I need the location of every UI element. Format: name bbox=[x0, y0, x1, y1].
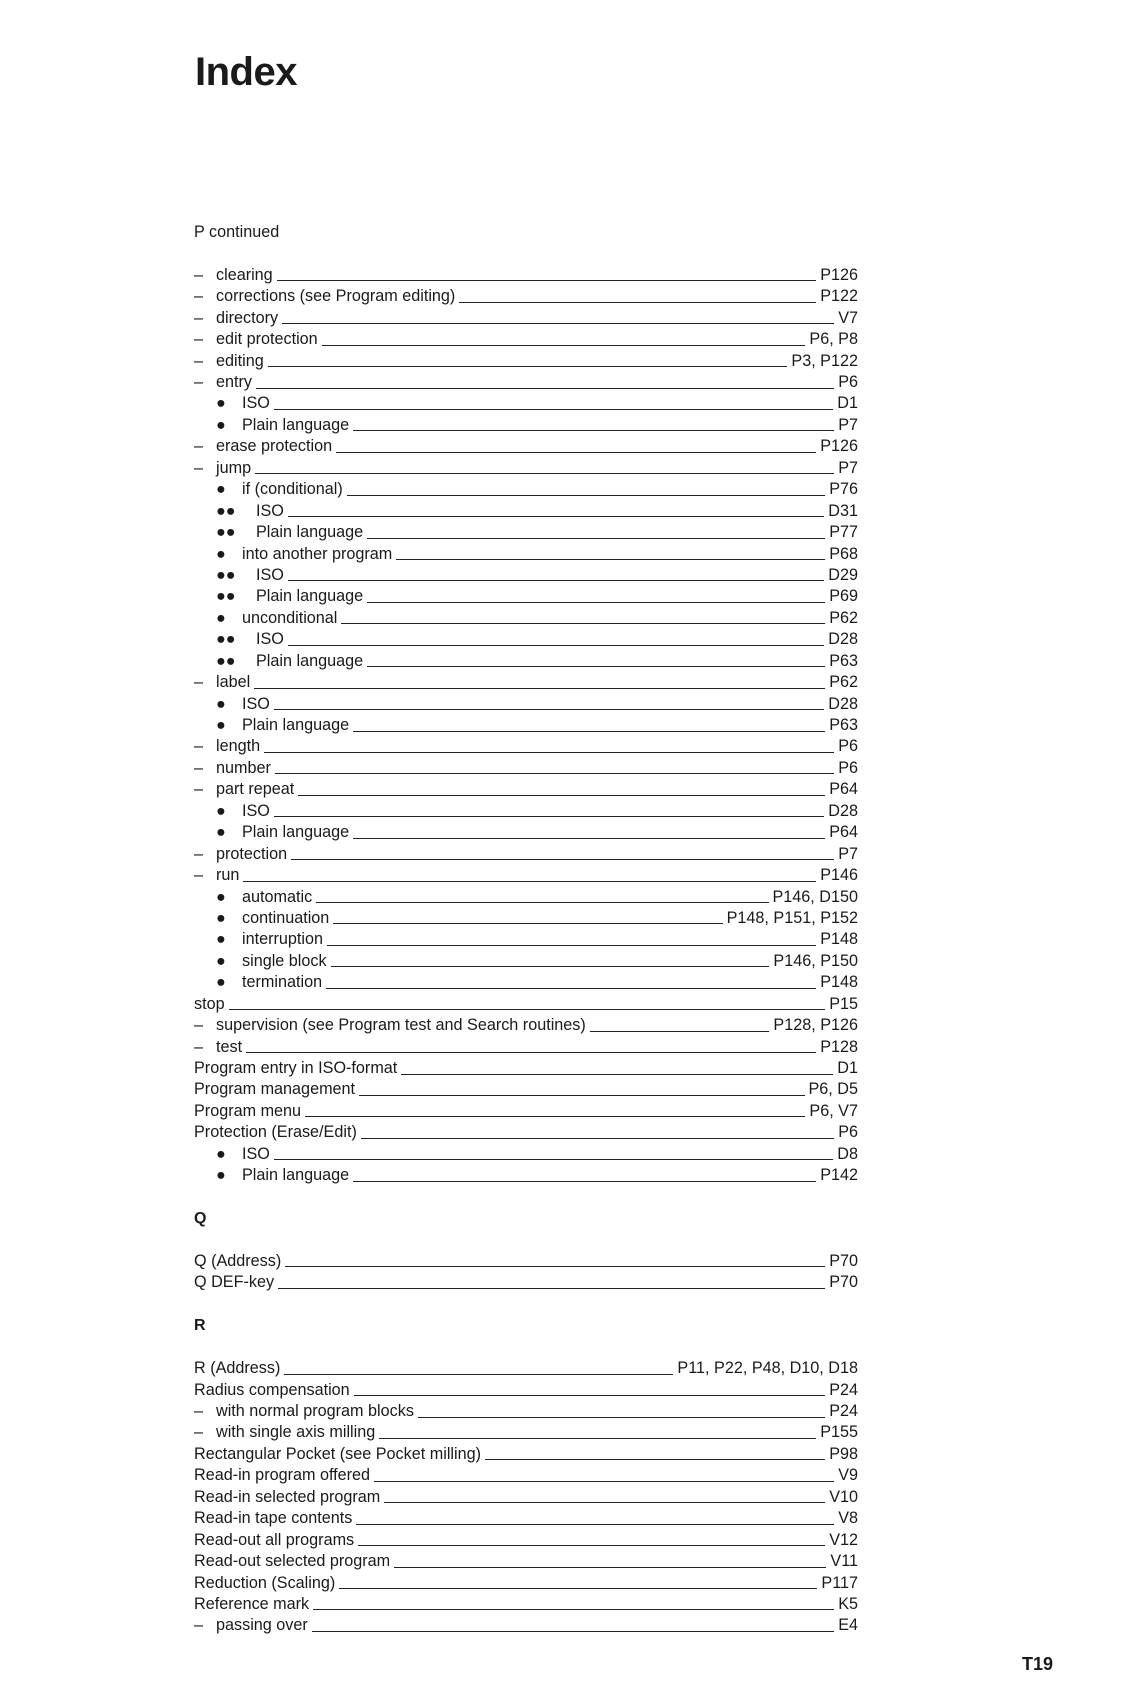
entry-term: Program management bbox=[194, 1080, 356, 1099]
index-entry bbox=[194, 1272, 858, 1293]
entry-term: Plain language bbox=[242, 823, 350, 842]
leader-line bbox=[282, 323, 834, 324]
spacer bbox=[194, 1187, 858, 1208]
index-entry bbox=[194, 1615, 858, 1636]
dash-marker: – bbox=[194, 373, 204, 392]
leader-line bbox=[333, 923, 722, 924]
dash-marker: – bbox=[194, 308, 204, 327]
page-reference: P7 bbox=[838, 844, 858, 863]
leader-line bbox=[590, 1031, 770, 1032]
leader-line bbox=[353, 1181, 816, 1182]
entry-term: directory bbox=[216, 308, 279, 327]
index-entry bbox=[194, 972, 858, 993]
page-reference: D28 bbox=[828, 630, 858, 649]
dash-marker: – bbox=[194, 1616, 204, 1635]
page-reference: P63 bbox=[829, 716, 858, 735]
entry-term: continuation bbox=[242, 908, 330, 927]
leader-line bbox=[229, 1009, 826, 1010]
index-entry bbox=[194, 1015, 858, 1036]
entry-term: Reference mark bbox=[194, 1594, 310, 1613]
page-reference: D28 bbox=[828, 801, 858, 820]
entry-term: length bbox=[216, 737, 261, 756]
index-entry bbox=[194, 801, 858, 822]
leader-line bbox=[288, 580, 824, 581]
leader-line bbox=[278, 1288, 825, 1289]
page-reference: P128, P126 bbox=[773, 1016, 858, 1035]
index-entry bbox=[194, 865, 858, 886]
bullet-icon: ● bbox=[216, 801, 226, 820]
index-entry bbox=[194, 415, 858, 436]
entry-term: Read-in program offered bbox=[194, 1466, 371, 1485]
bullet-icon: ● bbox=[216, 973, 226, 992]
page-reference: P68 bbox=[829, 544, 858, 563]
bullet-icon: ● bbox=[216, 930, 226, 949]
bullet-icon: ● bbox=[216, 908, 226, 927]
index-entry bbox=[194, 1080, 858, 1101]
entry-term: R (Address) bbox=[194, 1359, 281, 1378]
index-entry bbox=[194, 908, 858, 929]
dash-marker: – bbox=[194, 287, 204, 306]
dash-marker: – bbox=[194, 1423, 204, 1442]
bullet-icon: ● bbox=[216, 887, 226, 906]
entry-term: corrections (see Program editing) bbox=[216, 287, 456, 306]
index-entry bbox=[194, 929, 858, 950]
page-reference: P146, P150 bbox=[773, 951, 858, 970]
entry-term: part repeat bbox=[216, 780, 295, 799]
entry-term: number bbox=[216, 758, 271, 777]
page-reference: D31 bbox=[828, 501, 858, 520]
leader-line bbox=[288, 645, 824, 646]
entry-term: ISO bbox=[256, 630, 284, 649]
page-number: T19 bbox=[1021, 1654, 1053, 1674]
leader-line bbox=[327, 945, 816, 946]
entry-term: ISO bbox=[242, 801, 270, 820]
continued-label bbox=[194, 222, 858, 243]
index-entry bbox=[194, 1487, 858, 1508]
leader-line bbox=[331, 966, 770, 967]
entry-term: termination bbox=[242, 973, 323, 992]
index-entry bbox=[194, 586, 858, 607]
leader-line bbox=[359, 1095, 804, 1096]
index-entry bbox=[194, 1165, 858, 1186]
continued-text: P continued bbox=[194, 222, 280, 241]
page-reference: P126 bbox=[820, 437, 858, 456]
page-reference: P7 bbox=[838, 415, 858, 434]
index-entry bbox=[194, 265, 858, 286]
spacer bbox=[194, 243, 858, 264]
index-entry bbox=[194, 779, 858, 800]
index-entry bbox=[194, 458, 858, 479]
dash-marker: – bbox=[194, 265, 204, 284]
bullet-icon: ● bbox=[216, 415, 226, 434]
bullet-icon: ● bbox=[216, 1166, 226, 1185]
leader-line bbox=[264, 752, 834, 753]
index-entry bbox=[194, 1508, 858, 1529]
entry-term: Plain language bbox=[256, 587, 364, 606]
dash-marker: – bbox=[194, 737, 204, 756]
leader-line bbox=[341, 623, 825, 624]
entry-term: with normal program blocks bbox=[216, 1402, 414, 1421]
entry-term: jump bbox=[216, 458, 252, 477]
leader-line bbox=[288, 516, 824, 517]
page-reference: P11, P22, P48, D10, D18 bbox=[677, 1359, 858, 1378]
page-reference: D8 bbox=[837, 1144, 858, 1163]
page-reference: P6 bbox=[838, 1123, 858, 1142]
index-entry bbox=[194, 1144, 858, 1165]
double-bullet-icon: ●● bbox=[216, 651, 236, 670]
leader-line bbox=[358, 1545, 825, 1546]
leader-line bbox=[274, 709, 824, 710]
leader-line bbox=[298, 795, 825, 796]
index-entry bbox=[194, 694, 858, 715]
double-bullet-icon: ●● bbox=[216, 565, 236, 584]
page-reference: P63 bbox=[829, 651, 858, 670]
index-entry bbox=[194, 1401, 858, 1422]
entry-term: interruption bbox=[242, 930, 323, 949]
entry-term: with single axis milling bbox=[216, 1423, 376, 1442]
bullet-icon: ● bbox=[216, 544, 226, 563]
page-reference: P70 bbox=[829, 1273, 858, 1292]
leader-line bbox=[367, 538, 825, 539]
dash-marker: – bbox=[194, 351, 204, 370]
index-entry bbox=[194, 1573, 858, 1594]
index-entry bbox=[194, 1594, 858, 1615]
section-heading bbox=[194, 1315, 858, 1336]
index-entry bbox=[194, 1058, 858, 1079]
entry-term: ISO bbox=[242, 1144, 270, 1163]
entry-term: Plain language bbox=[242, 1166, 350, 1185]
entry-term: edit protection bbox=[216, 330, 318, 349]
page-reference: P126 bbox=[820, 265, 858, 284]
entry-term: Program menu bbox=[194, 1101, 302, 1120]
page-reference: P155 bbox=[820, 1423, 858, 1442]
index-entry bbox=[194, 1444, 858, 1465]
entry-term: supervision (see Program test and Search routines) bbox=[216, 1016, 586, 1035]
leader-line bbox=[254, 688, 825, 689]
entry-term: Read-out all programs bbox=[194, 1530, 355, 1549]
entry-term: Plain language bbox=[242, 716, 350, 735]
page-reference: P6 bbox=[838, 373, 858, 392]
page-reference: K5 bbox=[838, 1594, 858, 1613]
entry-term: clearing bbox=[216, 265, 273, 284]
page-reference: P98 bbox=[829, 1444, 858, 1463]
dash-marker: – bbox=[194, 1402, 204, 1421]
leader-line bbox=[305, 1116, 805, 1117]
index-entry bbox=[194, 844, 858, 865]
leader-line bbox=[353, 430, 834, 431]
section-letter: Q bbox=[194, 1210, 207, 1228]
double-bullet-icon: ●● bbox=[216, 630, 236, 649]
page-reference: V11 bbox=[830, 1552, 858, 1571]
index-entry bbox=[194, 544, 858, 565]
index-entry bbox=[194, 501, 858, 522]
leader-line bbox=[291, 859, 834, 860]
index-entry bbox=[194, 522, 858, 543]
bullet-icon: ● bbox=[216, 951, 226, 970]
index-entry bbox=[194, 436, 858, 457]
entry-term: ISO bbox=[242, 694, 270, 713]
leader-line bbox=[277, 280, 816, 281]
page-reference: P6 bbox=[838, 737, 858, 756]
leader-line bbox=[418, 1417, 825, 1418]
page-reference: P122 bbox=[820, 287, 858, 306]
leader-line bbox=[336, 452, 816, 453]
entry-term: Plain language bbox=[242, 415, 350, 434]
dash-marker: – bbox=[194, 780, 204, 799]
dash-marker: – bbox=[194, 437, 204, 456]
entry-term: Read-in selected program bbox=[194, 1487, 381, 1506]
index-entry bbox=[194, 629, 858, 650]
index-entry bbox=[194, 1101, 858, 1122]
entry-term: Protection (Erase/Edit) bbox=[194, 1123, 357, 1142]
leader-line bbox=[394, 1567, 826, 1568]
leader-line bbox=[361, 1138, 834, 1139]
index-entry bbox=[194, 565, 858, 586]
page-reference: V10 bbox=[829, 1487, 858, 1506]
page-reference: P6, P8 bbox=[809, 330, 858, 349]
bullet-icon: ● bbox=[216, 608, 226, 627]
page-reference: P69 bbox=[829, 587, 858, 606]
leader-line bbox=[322, 345, 806, 346]
bullet-icon: ● bbox=[216, 1144, 226, 1163]
page-reference: P6, D5 bbox=[808, 1080, 858, 1099]
index-entry bbox=[194, 1122, 858, 1143]
leader-line bbox=[354, 1395, 826, 1396]
leader-line bbox=[312, 1631, 834, 1632]
page-reference: P64 bbox=[829, 823, 858, 842]
dash-marker: – bbox=[194, 673, 204, 692]
page-reference: D29 bbox=[828, 565, 858, 584]
entry-term: ISO bbox=[256, 501, 284, 520]
page-reference: P76 bbox=[829, 480, 858, 499]
index-entry bbox=[194, 1465, 858, 1486]
page-reference: V8 bbox=[838, 1509, 858, 1528]
dash-marker: – bbox=[194, 866, 204, 885]
leader-line bbox=[268, 366, 788, 367]
page-reference: D28 bbox=[828, 694, 858, 713]
entry-term: erase protection bbox=[216, 437, 333, 456]
entry-term: Q DEF-key bbox=[194, 1273, 275, 1292]
page-reference: P117 bbox=[821, 1573, 858, 1592]
page-reference: P64 bbox=[829, 780, 858, 799]
leader-line bbox=[274, 1159, 833, 1160]
leader-line bbox=[339, 1588, 817, 1589]
leader-line bbox=[246, 1052, 816, 1053]
entry-term: label bbox=[216, 673, 251, 692]
entry-term: Program entry in ISO-format bbox=[194, 1059, 398, 1078]
spacer bbox=[194, 1337, 858, 1358]
entry-term: ISO bbox=[256, 565, 284, 584]
page-reference: P148 bbox=[820, 930, 858, 949]
leader-line bbox=[243, 881, 816, 882]
leader-line bbox=[284, 1374, 673, 1375]
leader-line bbox=[256, 388, 834, 389]
page-reference: P7 bbox=[838, 458, 858, 477]
entry-term: Rectangular Pocket (see Pocket milling) bbox=[194, 1444, 482, 1463]
page-reference: P15 bbox=[829, 994, 858, 1013]
double-bullet-icon: ●● bbox=[216, 501, 236, 520]
page-reference: V7 bbox=[838, 308, 858, 327]
entry-term: entry bbox=[216, 373, 252, 392]
leader-line bbox=[367, 666, 825, 667]
dash-marker: – bbox=[194, 458, 204, 477]
page-reference: P62 bbox=[829, 608, 858, 627]
leader-line bbox=[353, 731, 825, 732]
index-entry bbox=[194, 715, 858, 736]
bullet-icon: ● bbox=[216, 480, 226, 499]
section-heading bbox=[194, 1208, 858, 1229]
page-reference: P24 bbox=[829, 1402, 858, 1421]
page-reference: D1 bbox=[837, 394, 858, 413]
index-entry bbox=[194, 994, 858, 1015]
index-entry bbox=[194, 1551, 858, 1572]
leader-line bbox=[326, 988, 816, 989]
page-reference: P70 bbox=[829, 1251, 858, 1270]
page-reference: P146, D150 bbox=[772, 887, 858, 906]
leader-line bbox=[459, 302, 816, 303]
index-entry bbox=[194, 1423, 858, 1444]
index-entry bbox=[194, 608, 858, 629]
entry-term: Read-out selected program bbox=[194, 1552, 391, 1571]
page-reference: P148, P151, P152 bbox=[726, 908, 858, 927]
page-reference: V9 bbox=[838, 1466, 858, 1485]
bullet-icon: ● bbox=[216, 394, 226, 413]
entry-term: single block bbox=[242, 951, 327, 970]
entry-term: Read-in tape contents bbox=[194, 1509, 353, 1528]
index-entry bbox=[194, 308, 858, 329]
bullet-icon: ● bbox=[216, 823, 226, 842]
index-entry bbox=[194, 822, 858, 843]
index-entry bbox=[194, 479, 858, 500]
leader-line bbox=[285, 1266, 825, 1267]
index-entry bbox=[194, 651, 858, 672]
page-reference: P3, P122 bbox=[791, 351, 858, 370]
entry-term: test bbox=[216, 1037, 243, 1056]
page-reference: D1 bbox=[837, 1059, 858, 1078]
page-reference: P128 bbox=[820, 1037, 858, 1056]
leader-line bbox=[384, 1502, 825, 1503]
leader-line bbox=[401, 1074, 833, 1075]
index-entry bbox=[194, 1251, 858, 1272]
entry-term: if (conditional) bbox=[242, 480, 343, 499]
entry-term: protection bbox=[216, 844, 288, 863]
index-entry bbox=[194, 286, 858, 307]
index-entry bbox=[194, 1380, 858, 1401]
leader-line bbox=[347, 495, 825, 496]
leader-line bbox=[313, 1609, 834, 1610]
spacer bbox=[194, 1230, 858, 1251]
leader-line bbox=[485, 1459, 825, 1460]
page-reference: E4 bbox=[838, 1616, 858, 1635]
dash-marker: – bbox=[194, 844, 204, 863]
entry-term: passing over bbox=[216, 1616, 308, 1635]
index-entry bbox=[194, 394, 858, 415]
entry-term: Reduction (Scaling) bbox=[194, 1573, 336, 1592]
page-reference: P6 bbox=[838, 758, 858, 777]
index-entry bbox=[194, 951, 858, 972]
index-entry bbox=[194, 1037, 858, 1058]
index-entry bbox=[194, 737, 858, 758]
entry-term: run bbox=[216, 866, 240, 885]
page-reference: V12 bbox=[829, 1530, 858, 1549]
leader-line bbox=[379, 1438, 816, 1439]
index-entry bbox=[194, 672, 858, 693]
page-reference: P142 bbox=[820, 1166, 858, 1185]
index-entry bbox=[194, 758, 858, 779]
entry-term: unconditional bbox=[242, 608, 338, 627]
entry-term: Radius compensation bbox=[194, 1380, 350, 1399]
index-entry bbox=[194, 887, 858, 908]
double-bullet-icon: ●● bbox=[216, 587, 236, 606]
index-entry bbox=[194, 329, 858, 350]
leader-line bbox=[356, 1524, 834, 1525]
entry-term: stop bbox=[194, 994, 225, 1013]
spacer bbox=[194, 1294, 858, 1315]
bullet-icon: ● bbox=[216, 716, 226, 735]
page-reference: P62 bbox=[829, 673, 858, 692]
page-reference: P24 bbox=[829, 1380, 858, 1399]
entry-term: Plain language bbox=[256, 651, 364, 670]
index-list bbox=[194, 222, 858, 1637]
entry-term: automatic bbox=[242, 887, 313, 906]
page-reference: P148 bbox=[820, 973, 858, 992]
section-letter: R bbox=[194, 1317, 206, 1335]
leader-line bbox=[367, 602, 825, 603]
double-bullet-icon: ●● bbox=[216, 523, 236, 542]
leader-line bbox=[274, 409, 833, 410]
entry-term: editing bbox=[216, 351, 264, 370]
dash-marker: – bbox=[194, 758, 204, 777]
dash-marker: – bbox=[194, 330, 204, 349]
page-reference: P77 bbox=[829, 523, 858, 542]
entry-term: Plain language bbox=[256, 523, 364, 542]
entry-term: into another program bbox=[242, 544, 393, 563]
page-reference: P6, V7 bbox=[809, 1101, 858, 1120]
leader-line bbox=[316, 902, 768, 903]
bullet-icon: ● bbox=[216, 694, 226, 713]
index-entry bbox=[194, 372, 858, 393]
dash-marker: – bbox=[194, 1037, 204, 1056]
entry-term: Q (Address) bbox=[194, 1251, 282, 1270]
leader-line bbox=[274, 816, 824, 817]
page-reference: P146 bbox=[820, 866, 858, 885]
page-title: Index bbox=[195, 50, 297, 94]
index-entry bbox=[194, 1530, 858, 1551]
entry-term: ISO bbox=[242, 394, 270, 413]
index-entry bbox=[194, 1358, 858, 1379]
leader-line bbox=[255, 473, 834, 474]
dash-marker: – bbox=[194, 1016, 204, 1035]
leader-line bbox=[275, 773, 834, 774]
leader-line bbox=[353, 838, 825, 839]
index-entry bbox=[194, 351, 858, 372]
leader-line bbox=[396, 559, 825, 560]
leader-line bbox=[374, 1481, 834, 1482]
